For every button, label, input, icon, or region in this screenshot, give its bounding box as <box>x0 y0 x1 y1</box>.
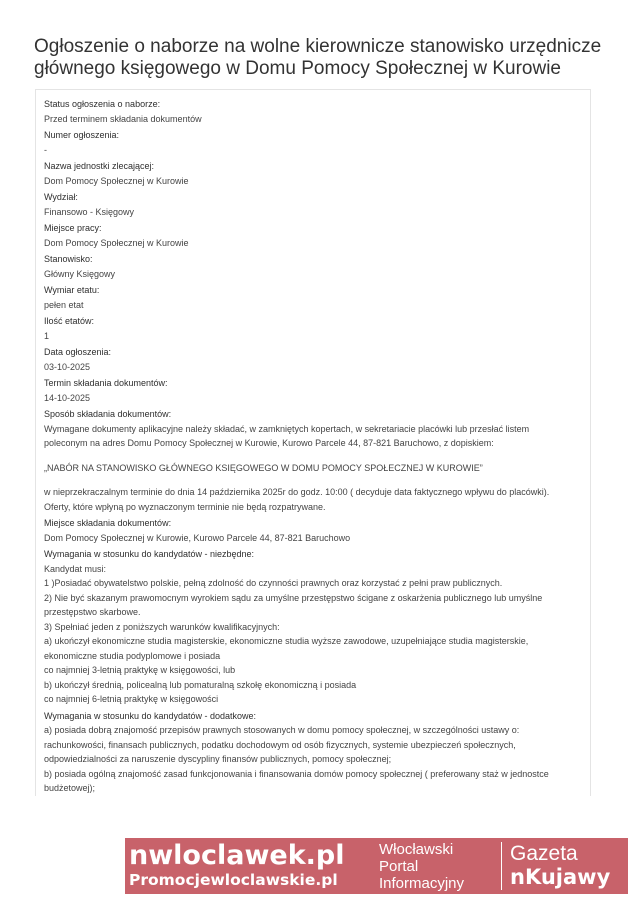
field-value: rachunkowości, finansach publicznych, podatku dochodowym od osób fizycznych, systemie ubezpieczeń społecznych, <box>44 739 516 750</box>
field-value: budżetowej); <box>44 783 96 793</box>
watermark-portal <box>379 838 501 894</box>
field-value: a) ukończył ekonomiczne studia magisterskie, ekonomiczne studia wyższe zawodowe, uzupełniające studia magisterskie, <box>44 636 529 646</box>
field-value: Wymagane dokumenty aplikacyjne należy składać, w zamkniętych kopertach, w sekretariacie placówki lub przesłać listem <box>44 423 530 434</box>
field-value: Główny Księgowy <box>44 268 116 279</box>
field-value: odpowiedzialności za naruszenie dyscypliny finansów publicznych, pomocy społecznej; <box>44 754 392 764</box>
field-label: Data ogłoszenia: <box>44 347 112 357</box>
field-label: Status ogłoszenia o naborze: <box>44 99 161 109</box>
field <box>44 547 582 707</box>
page-title: Ogłoszenie o naborze na wolne kierownicze stanowisko urzędnicze głównego księgowego w Domu Pomocy Społecznej w Kurowie <box>34 36 602 79</box>
field-label: Wymagania w stosunku do kandydatów - niezbędne: <box>44 549 255 559</box>
field-value: b) ukończył średnią, policealną lub pomaturalną szkołę ekonomiczną i posiada <box>44 679 357 690</box>
watermark-site2: Promocjewloclawskie.pl <box>129 871 338 889</box>
field-value: Przed terminem składania dokumentów <box>44 113 202 124</box>
field-value: 3) Spełniać jeden z poniższych warunków kwalifikacyjnych: <box>44 621 280 632</box>
watermark-divider <box>501 842 502 890</box>
field <box>44 345 582 374</box>
field <box>44 376 582 405</box>
watermark-portal-line: Informacyjny <box>379 875 465 892</box>
field-value: 1 )Posiadać obywatelstwo polskie, pełną zdolność do czynności prawnych oraz korzystać z pełni praw publicznych. <box>44 578 503 588</box>
field <box>44 159 582 188</box>
field-label: Wydział: <box>44 192 78 202</box>
field-value: - <box>44 144 47 155</box>
field-value: Dom Pomocy Społecznej w Kurowie <box>44 237 189 248</box>
field <box>44 314 582 343</box>
field-value: pełen etat <box>44 299 84 310</box>
blank-line <box>44 475 582 485</box>
field-value: 2) Nie być skazanym prawomocnym wyrokiem sądu za umyślne przestępstwo ścigane z oskarżenia publicznego lub umyślne <box>44 592 543 603</box>
field <box>44 190 582 219</box>
field-label: Stanowisko: <box>44 254 93 264</box>
field-value: „NABÓR NA STANOWISKO GŁÓWNEGO KSIĘGOWEGO W DOMU POMOCY SPOŁECZNEJ W KUROWIE” <box>44 462 483 473</box>
field-label: Termin składania dokumentów: <box>44 378 168 388</box>
field-value: 14-10-2025 <box>44 392 91 403</box>
field-value: 1 <box>44 330 50 341</box>
watermark-logo <box>125 838 628 894</box>
field-label: Ilość etatów: <box>44 316 95 326</box>
field <box>44 709 582 796</box>
watermark-portal-line: Włocławski <box>379 841 454 858</box>
watermark-gazeta: Gazeta <box>510 842 578 865</box>
field <box>44 128 582 157</box>
field-label: Nazwa jednostki zlecającej: <box>44 161 155 171</box>
field-value: co najmniej 6-letnią praktykę w księgowości <box>44 694 219 704</box>
field <box>44 221 582 250</box>
field-value: Oferty, które wpłyną po wyznaczonym terminie nie będą rozpatrywane. <box>44 501 326 512</box>
field-value: 03-10-2025 <box>44 361 91 372</box>
field-value: a) posiada dobrą znajomość przepisów prawnych stosowanych w domu pomocy społecznej, w szczególności ustawy o: <box>44 725 520 735</box>
field <box>44 407 582 514</box>
announcement-details <box>35 89 591 796</box>
field <box>44 516 582 545</box>
field-value: ekonomiczne studia podyplomowe i posiada <box>44 650 221 661</box>
field-value: co najmniej 3-letnią praktykę w księgowości, lub <box>44 665 236 675</box>
field-value: Finansowo - Księgowy <box>44 206 135 217</box>
field-value: Dom Pomocy Społecznej w Kurowie <box>44 175 189 186</box>
field <box>44 252 582 281</box>
field-label: Sposób składania dokumentów: <box>44 409 172 419</box>
field-label: Wymiar etatu: <box>44 285 100 295</box>
blank-line <box>44 451 582 461</box>
watermark-nkujawy: nKujawy <box>510 865 611 889</box>
field-label: Miejsce składania dokumentów: <box>44 518 172 528</box>
field-value: Dom Pomocy Społecznej w Kurowie, Kurowo Parcele 44, 87-821 Baruchowo <box>44 532 351 543</box>
field-value: w nieprzekraczalnym terminie do dnia 14 października 2025r do godz. 10:00 ( decyduje data faktycznego wpływu do placówki). <box>44 487 550 497</box>
field-value: poleconym na adres Domu Pomocy Społecznej w Kurowie, Kurowo Parcele 44, 87-821 Baruchowo, z dopiskiem: <box>44 438 494 448</box>
watermark-portal-line: Portal <box>379 858 419 875</box>
field <box>44 97 582 126</box>
field <box>44 283 582 312</box>
field-value: b) posiada ogólną znajomość zasad funkcjonowania i finansowania domów pomocy społecznej ( preferowany staż w jednostce <box>44 768 549 779</box>
field-label: Miejsce pracy: <box>44 223 102 233</box>
field-label: Wymagania w stosunku do kandydatów - dodatkowe: <box>44 710 257 721</box>
field-value: przestępstwo skarbowe. <box>44 607 141 617</box>
watermark-site1: nwloclawek.pl <box>129 840 345 871</box>
field-label: Numer ogłoszenia: <box>44 130 120 140</box>
field-value: Kandydat musi: <box>44 563 107 574</box>
